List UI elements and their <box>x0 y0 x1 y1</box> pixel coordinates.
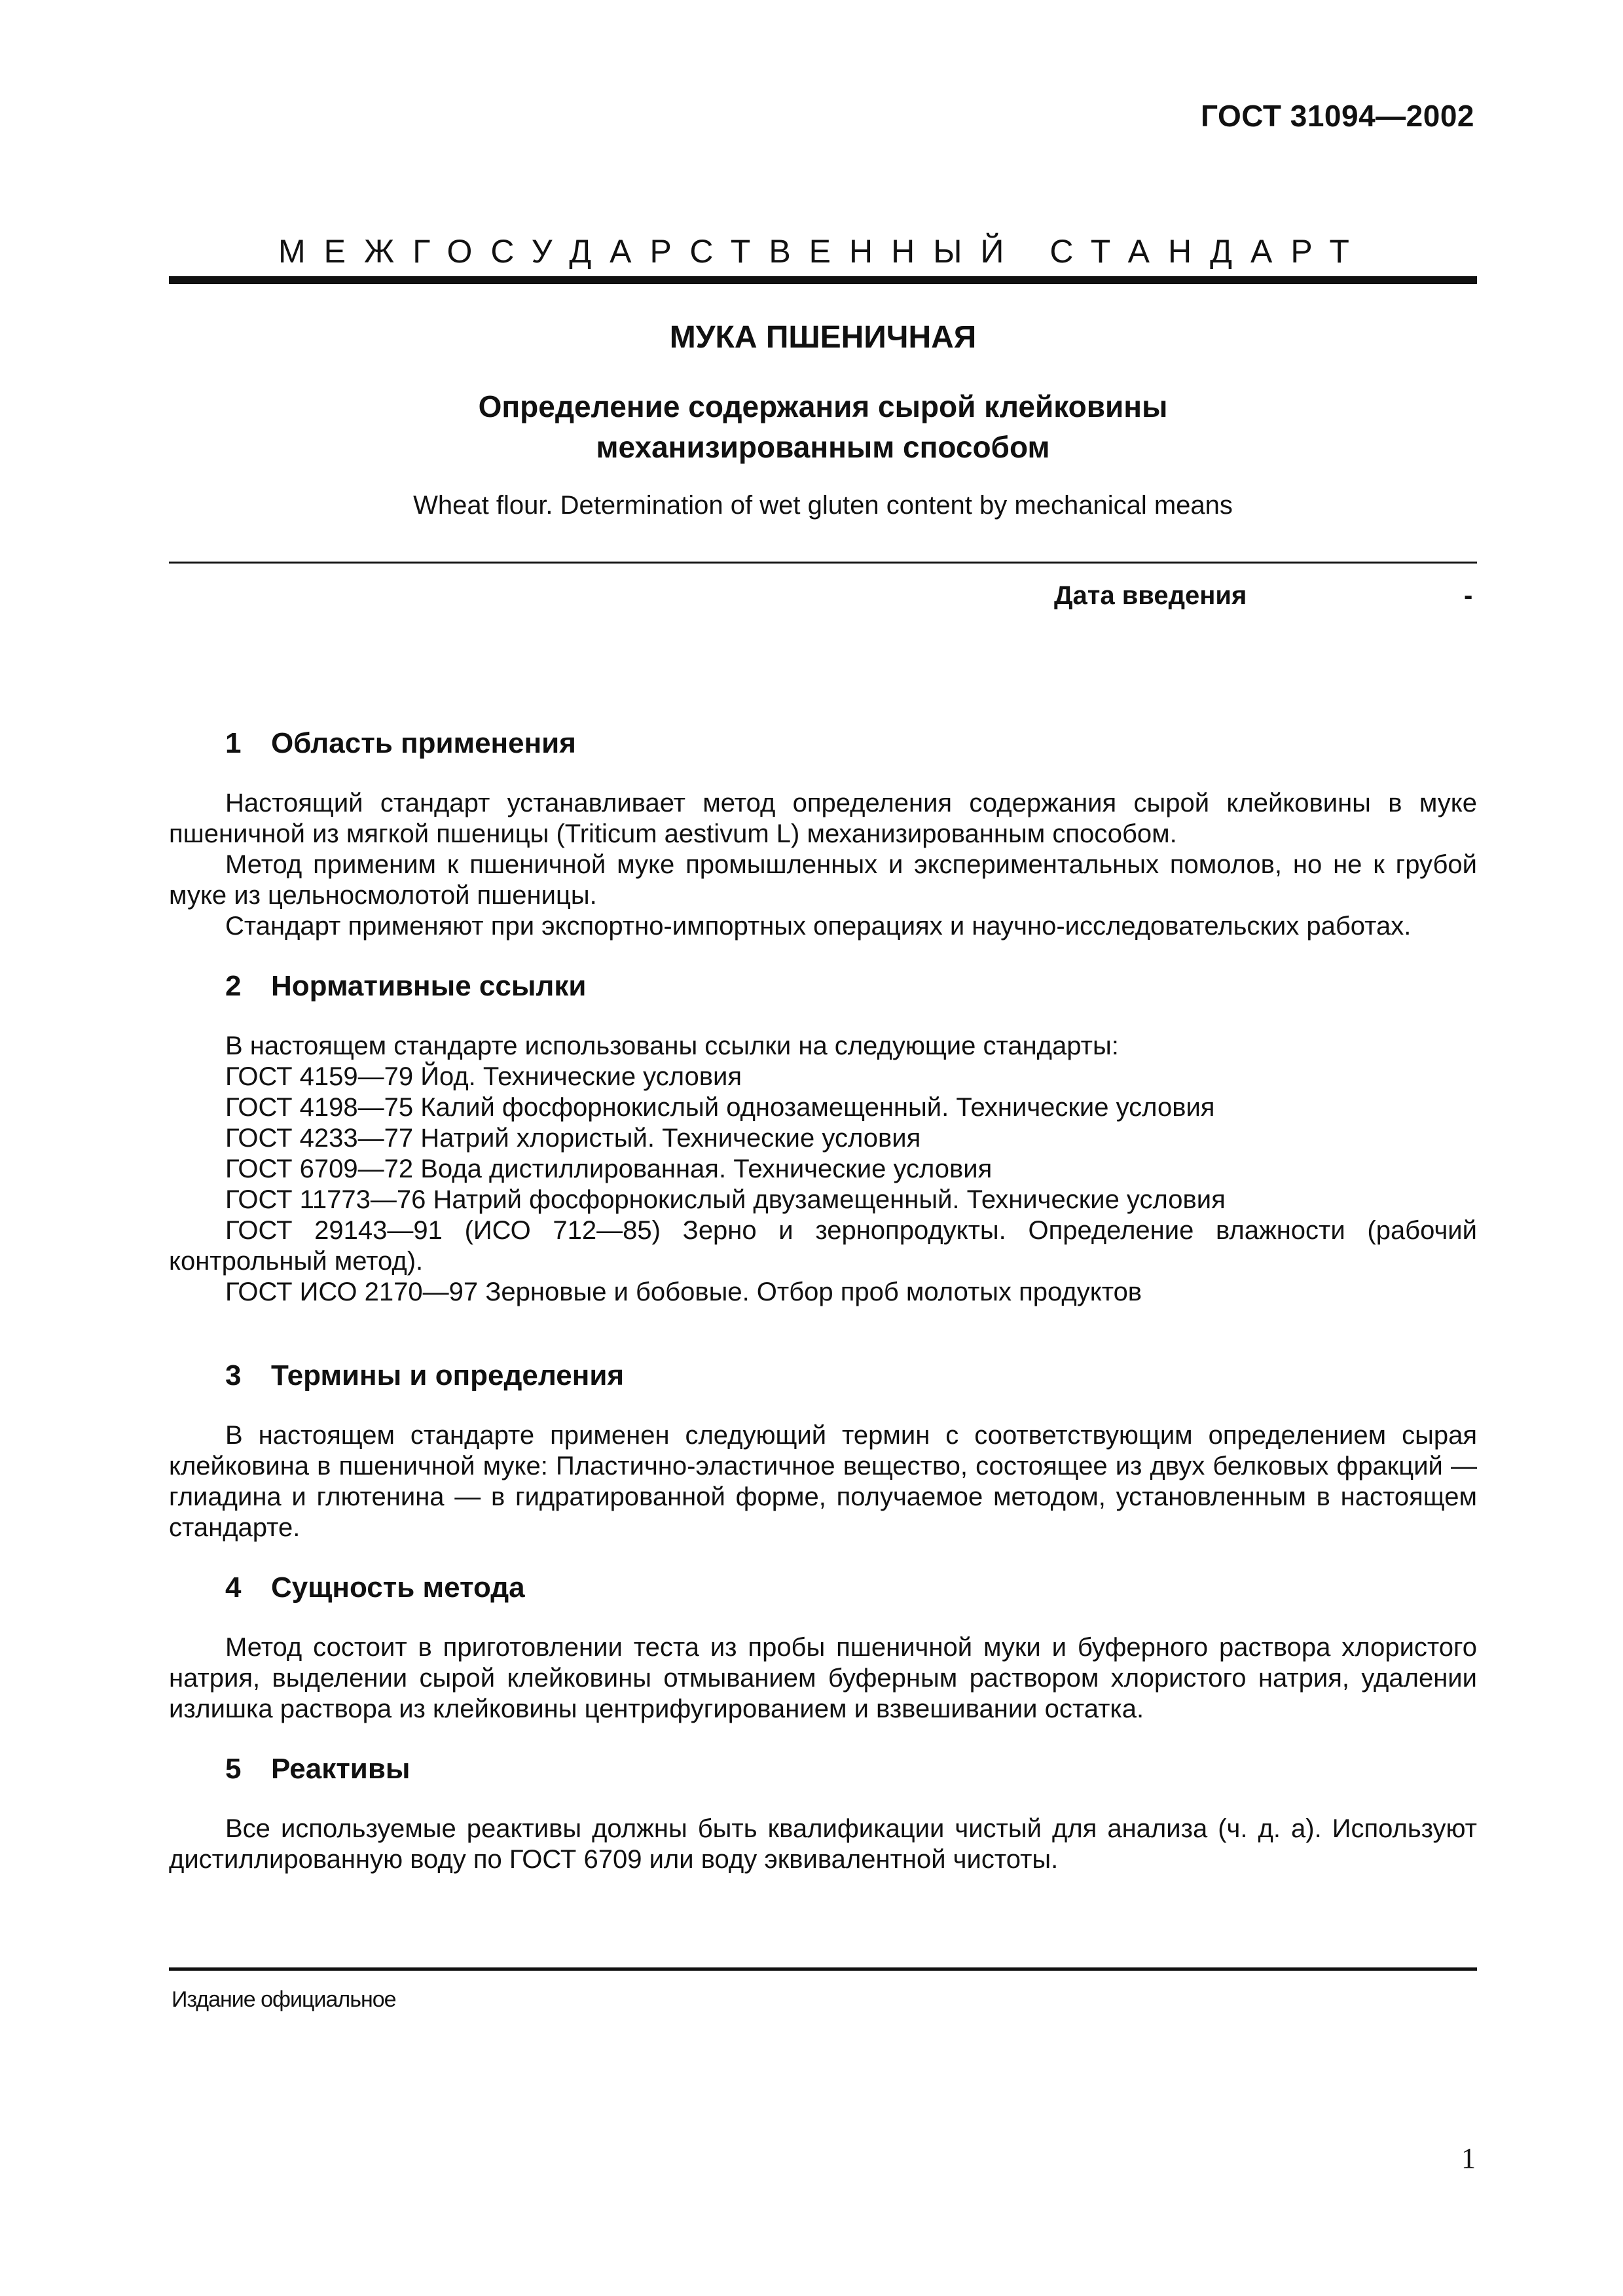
reference-item: ГОСТ ИСО 2170—97 Зерновые и бобовые. Отбор проб молотых продуктов <box>225 1278 1142 1306</box>
document-subtitle <box>169 386 1477 467</box>
section-1-heading <box>169 725 1477 762</box>
section-title: Термины и определения <box>271 1359 625 1391</box>
section-5-paragraph-1: Все используемые реактивы должны быть квалификации чистый для анализа (ч. д. а). Используют дистиллированную воду по ГОСТ 6709 или воду эквивалентной чистоты. <box>169 1814 1477 1874</box>
header-rule <box>169 276 1477 284</box>
document-body <box>169 725 1477 1875</box>
section-4-paragraph-1: Метод состоит в приготовлении теста из пробы пшеничной муки и буферного раствора хлористого натрия, выделении сырой клейковины отмыванием буферным раствором хлористого натрия, удалении излишка раствора из клейковины центрифугированием и взвешивании остатка. <box>169 1633 1477 1723</box>
intro-date-label: Дата введения <box>1054 581 1247 610</box>
edition-note: Издание официальное <box>172 1987 396 2012</box>
section-title: Область применения <box>271 727 576 759</box>
title-rule <box>169 562 1477 564</box>
reference-item: ГОСТ 4233—77 Натрий хлористый. Технические условия <box>225 1124 921 1153</box>
section-number: 3 <box>225 1359 242 1391</box>
reference-item: ГОСТ 6709—72 Вода дистиллированная. Технические условия <box>225 1155 993 1183</box>
reference-item: ГОСТ 4198—75 Калий фосфорнокислый однозамещенный. Технические условия <box>225 1093 1215 1122</box>
section-1-paragraph-1: Настоящий стандарт устанавливает метод определения содержания сырой клейковины в муке пшеничной из мягкой пшеницы (Triticum aestivum L) механизированным способом. <box>169 789 1477 848</box>
section-title: Реактивы <box>271 1753 410 1785</box>
document-number: ГОСТ 31094—2002 <box>1201 99 1474 133</box>
reference-item: ГОСТ 29143—91 (ИСО 712—85) Зерно и зернопродукты. Определение влажности (рабочий контрольный метод). <box>169 1216 1477 1276</box>
section-1-paragraph-2: Метод применим к пшеничной муке промышленных и экспериментальных помолов, но не к грубой муке из цельносмолотой пшеницы. <box>169 850 1477 910</box>
subtitle-line-1: Определение содержания сырой клейковины <box>478 389 1168 423</box>
section-5-heading <box>169 1751 1477 1787</box>
section-number: 4 <box>225 1571 242 1604</box>
page-number: 1 <box>1461 2142 1476 2174</box>
section-4-heading <box>169 1570 1477 1606</box>
section-2-intro: В настоящем стандарте использованы ссылки на следующие стандарты: <box>225 1031 1119 1060</box>
section-number: 5 <box>225 1753 242 1785</box>
section-number: 2 <box>225 970 242 1002</box>
section-3-heading <box>169 1357 1477 1394</box>
subtitle-line-2: механизированным способом <box>596 430 1050 464</box>
reference-item: ГОСТ 4159—79 Йод. Технические условия <box>225 1062 742 1091</box>
reference-item: ГОСТ 11773—76 Натрий фосфорнокислый двузамещенный. Технические условия <box>225 1185 1226 1214</box>
section-title: Нормативные ссылки <box>271 970 587 1002</box>
section-2-heading <box>169 968 1477 1005</box>
standard-type-heading: МЕЖГОСУДАРСТВЕННЫЙ СТАНДАРТ <box>278 233 1368 270</box>
section-title: Сущность метода <box>271 1571 525 1604</box>
footer-rule <box>169 1967 1477 1971</box>
section-1-paragraph-3: Стандарт применяют при экспортно-импортных операциях и научно-исследовательских работах. <box>225 912 1412 941</box>
document-title: МУКА ПШЕНИЧНАЯ <box>669 320 977 355</box>
section-3-paragraph-1: В настоящем стандарте применен следующий термин с соответствующим определением сырая клейковина в пшеничной муке: Пластично-эластичное вещество, состоящее из двух белковых фракций — глиадина и глютенина — в гидратированной форме, получаемое методом, установленным в настоящем стандарте. <box>169 1421 1477 1542</box>
section-number: 1 <box>225 727 242 759</box>
english-title: Wheat flour. Determination of wet gluten content by mechanical means <box>413 491 1233 520</box>
intro-date-value: - <box>1464 581 1473 610</box>
